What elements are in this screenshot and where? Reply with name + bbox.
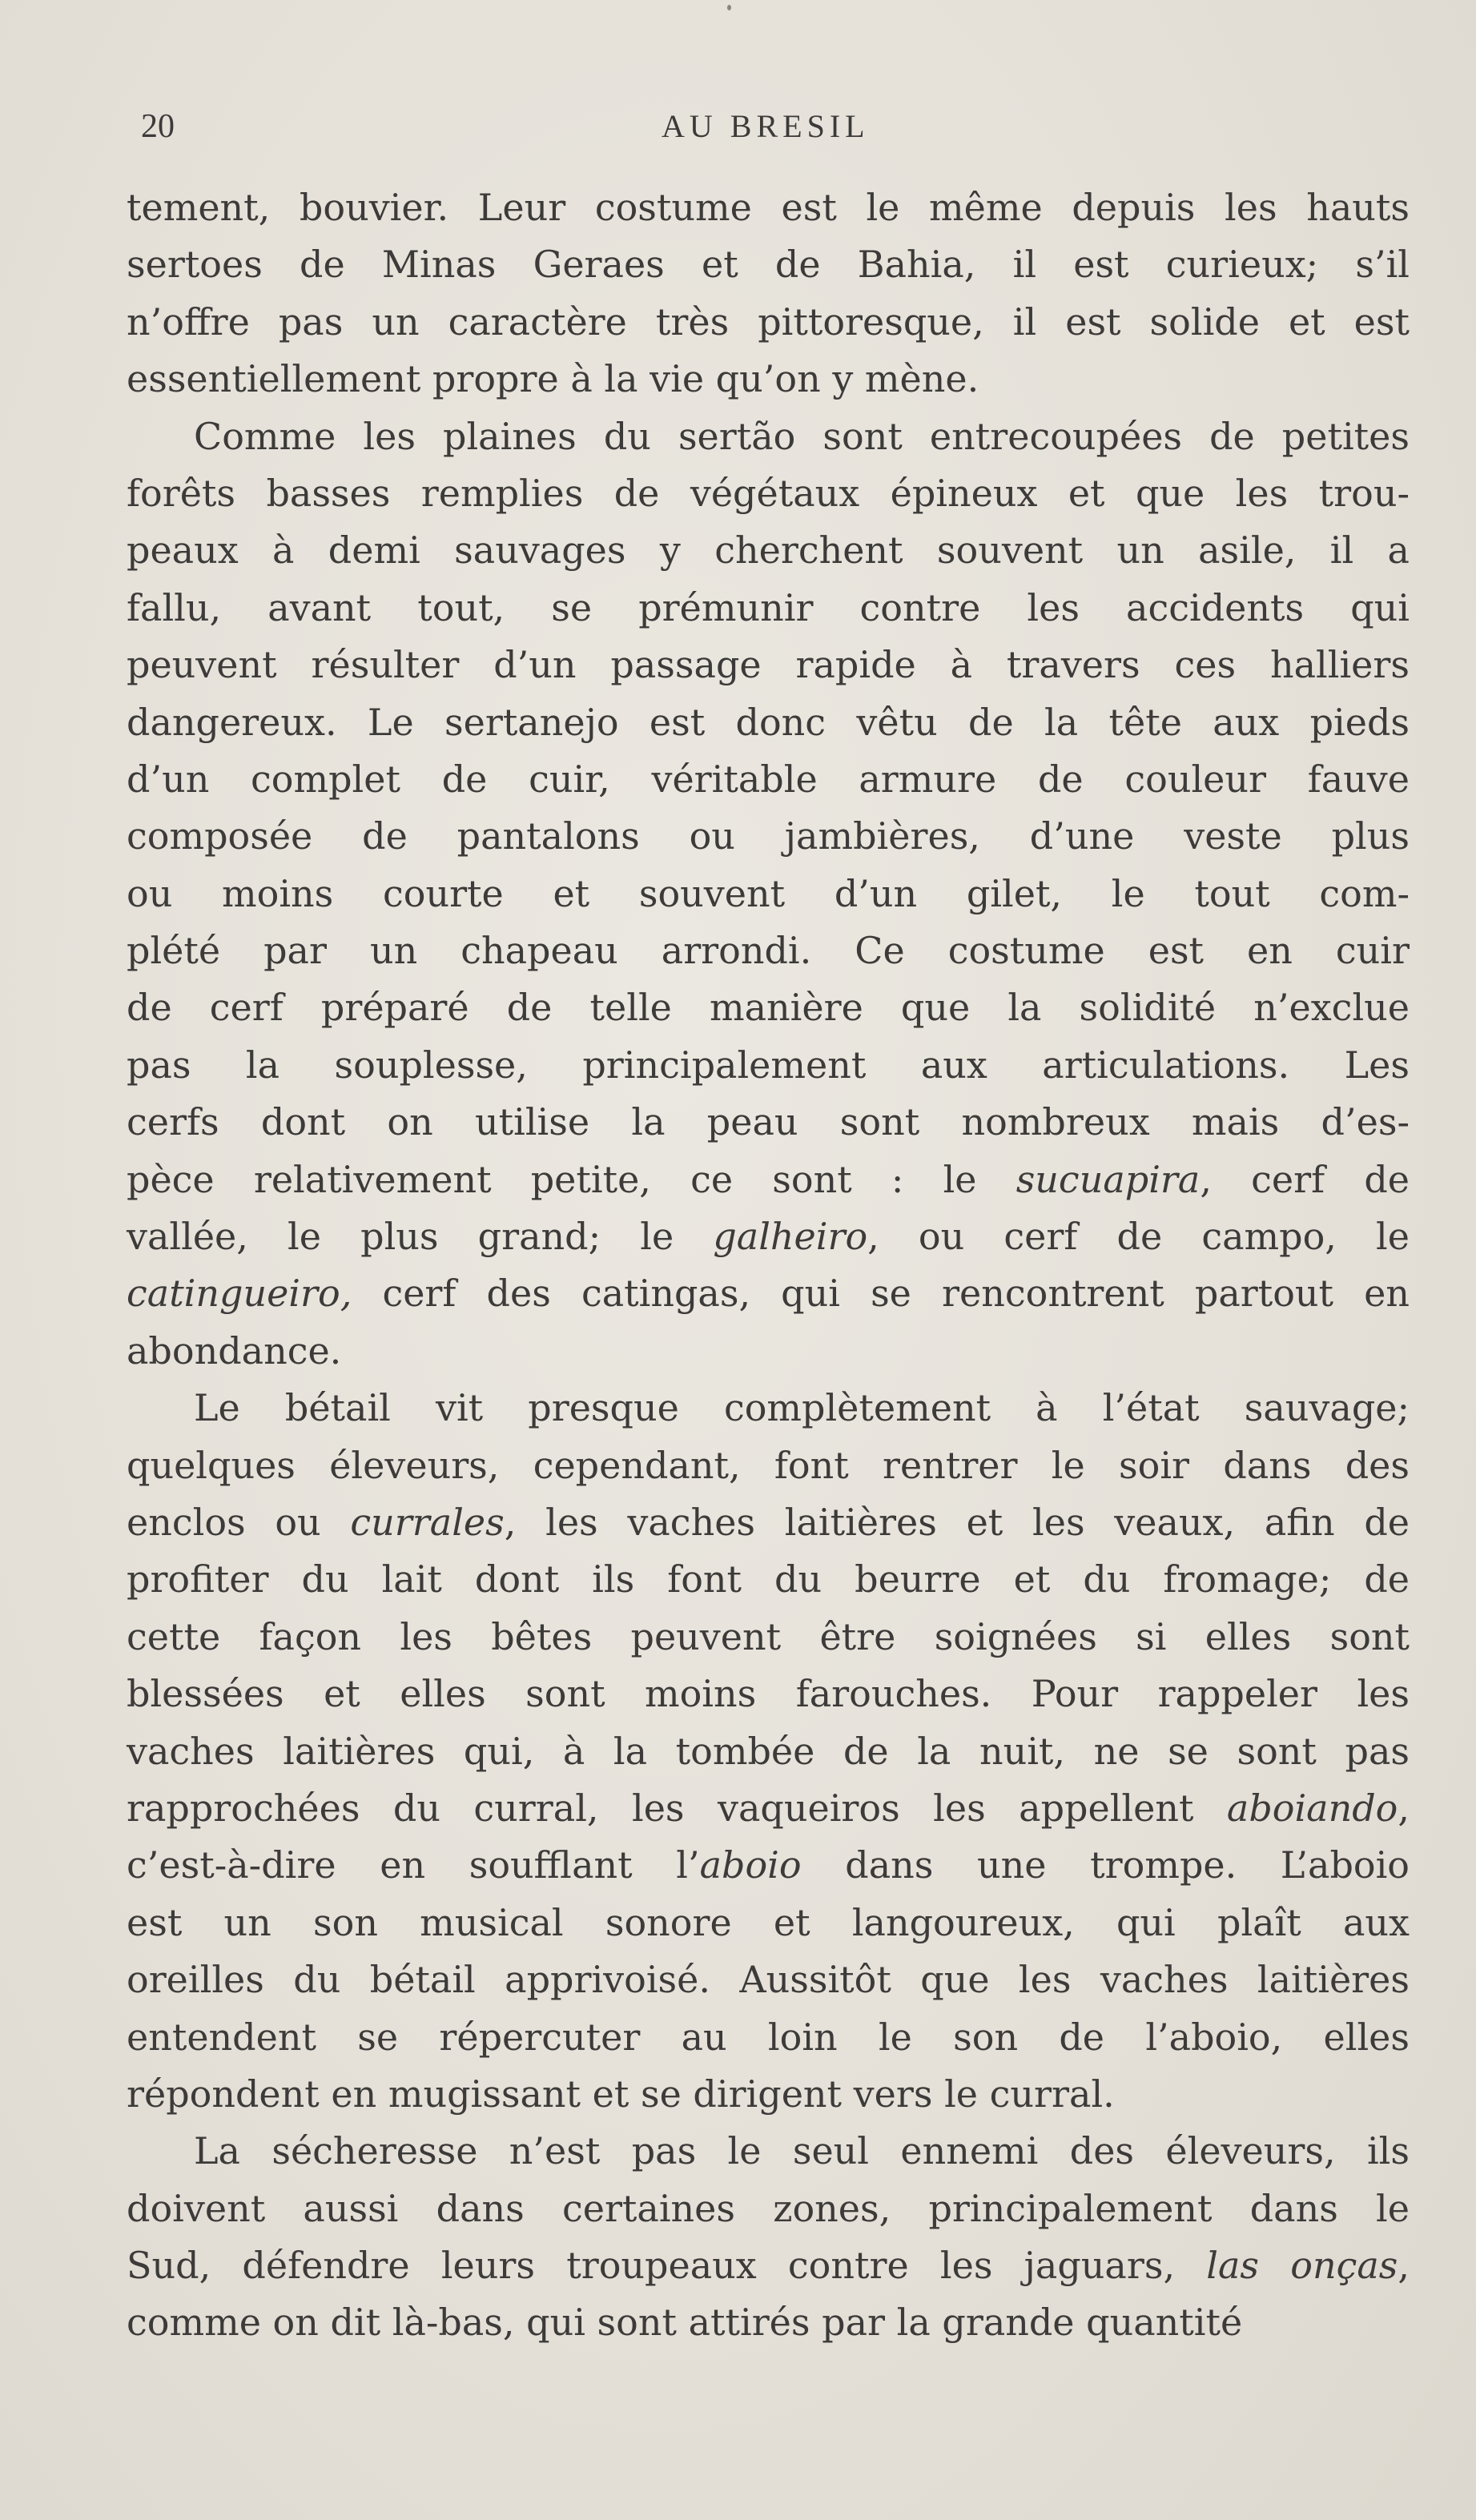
text-line	[127, 2294, 1410, 2351]
text-segment: forêts basses remplies de végétaux épineux et que les trou-	[127, 471, 1410, 515]
text-segment: c’est-à-dire en soufflant l’	[127, 1843, 700, 1887]
text-segment: peuvent résulter d’un passage rapide à travers ces halliers	[127, 643, 1410, 687]
italic-term: aboio	[699, 1843, 802, 1887]
text-segment: peaux à demi sauvages y cherchent souvent un asile, il a	[127, 529, 1410, 573]
text-line	[127, 866, 1410, 922]
italic-term: las onças	[1206, 2244, 1398, 2288]
italic-term: sucuapira	[1016, 1157, 1201, 1201]
ink-speck	[727, 5, 731, 10]
text-segment: pèce relativement petite, ce sont : le	[127, 1157, 1016, 1201]
text-line	[127, 979, 1410, 1036]
text-line	[127, 408, 1410, 465]
text-line	[127, 2123, 1410, 2180]
text-segment: pas la souplesse, principalement aux articulations. Les	[127, 1043, 1410, 1087]
text-segment: profiter du lait dont ils font du beurre et du fromage; de	[127, 1557, 1410, 1602]
text-line	[127, 1780, 1410, 1837]
text-segment: plété par un chapeau arrondi. Ce costume est en cuir	[127, 929, 1410, 973]
text-segment: , ou cerf de campo, le	[867, 1215, 1410, 1259]
text-segment: Le bétail vit presque complètement à l’état sauvage;	[194, 1386, 1410, 1430]
text-line	[127, 179, 1410, 236]
text-line	[127, 2066, 1410, 2123]
text-segment: est un son musical sonore et langoureux, qui plaît aux	[127, 1900, 1410, 1944]
italic-term: galheiro	[713, 1215, 868, 1259]
text-segment: composée de pantalons ou jambières, d’une veste plus	[127, 814, 1410, 858]
text-segment: , cerf de	[1200, 1157, 1410, 1201]
text-line	[127, 808, 1410, 865]
text-segment: blessées et elles sont moins farouches. Pour rappeler les	[127, 1672, 1410, 1716]
text-segment: n’offre pas un caractère très pittoresque, il est solide et est	[127, 299, 1410, 344]
text-line	[127, 1323, 1410, 1380]
text-line	[127, 236, 1410, 293]
text-line	[127, 1094, 1410, 1151]
text-segment: Sud, défendre leurs troupeaux contre les jaguars,	[127, 2244, 1207, 2288]
text-line	[127, 580, 1410, 637]
text-segment: ,	[1398, 1786, 1410, 1830]
text-line	[127, 1208, 1410, 1265]
text-line	[127, 922, 1410, 979]
text-segment: Comme les plaines du sertão sont entrecoupées de petites	[194, 414, 1410, 458]
page-header	[141, 102, 1406, 151]
text-line	[127, 694, 1410, 751]
paragraph	[127, 408, 1410, 1381]
text-segment: d’un complet de cuir, véritable armure de couleur fauve	[127, 757, 1410, 801]
text-line	[127, 351, 1410, 408]
text-segment: La sécheresse n’est pas le seul ennemi des éleveurs, ils	[194, 2129, 1410, 2173]
text-segment: rapprochées du curral, les vaqueiros les appellent	[127, 1786, 1227, 1830]
text-line	[127, 1265, 1410, 1322]
text-line	[127, 1666, 1410, 1722]
running-title: AU BRESIL	[662, 108, 870, 144]
text-segment: oreilles du bétail apprivoisé. Aussitôt que les vaches laitières	[127, 1958, 1410, 2002]
text-segment: dangereux. Le sertanejo est donc vêtu de la tête aux pieds	[127, 700, 1410, 744]
text-segment: quelques éleveurs, cependant, font rentrer le soir dans des	[127, 1443, 1410, 1487]
text-line	[127, 1380, 1410, 1437]
text-line	[127, 1837, 1410, 1894]
body-text	[127, 179, 1410, 2352]
text-line	[127, 2180, 1410, 2237]
text-segment: dans une trompe. L’aboio	[801, 1843, 1410, 1887]
text-segment: répondent en mugissant et se dirigent vers le curral.	[127, 2072, 1115, 2116]
text-segment: cerfs dont on utilise la peau sont nombreux mais d’es-	[127, 1100, 1410, 1144]
text-segment: sertoes de Minas Geraes et de Bahia, il est curieux; s’il	[127, 243, 1410, 287]
text-line	[127, 465, 1410, 522]
paragraph	[127, 2123, 1410, 2352]
text-segment: entendent se répercuter au loin le son de l’aboio, elles	[127, 2015, 1410, 2059]
text-segment: doivent aussi dans certaines zones, principalement dans le	[127, 2186, 1410, 2230]
text-line	[127, 2009, 1410, 2066]
italic-term: currales	[350, 1500, 505, 1544]
italic-term: aboiando	[1226, 1786, 1398, 1830]
text-segment: de cerf préparé de telle manière que la solidité n’exclue	[127, 986, 1410, 1030]
paragraph	[127, 179, 1410, 408]
text-line	[127, 294, 1410, 351]
text-segment: ou moins courte et souvent d’un gilet, le tout com-	[127, 871, 1410, 915]
text-segment: vallée, le plus grand; le	[127, 1215, 714, 1259]
text-segment: fallu, avant tout, se prémunir contre les accidents qui	[127, 585, 1410, 629]
text-line	[127, 1494, 1410, 1551]
text-segment: cette façon les bêtes peuvent être soignées si elles sont	[127, 1614, 1410, 1658]
text-line	[127, 1551, 1410, 1608]
text-line	[127, 2237, 1410, 2294]
italic-term: catingueiro,	[127, 1272, 352, 1316]
text-segment: abondance.	[127, 1328, 342, 1373]
text-line	[127, 1151, 1410, 1208]
text-segment: vaches laitières qui, à la tombée de la nuit, ne se sont pas	[127, 1729, 1410, 1773]
text-segment: essentiellement propre à la vie qu’on y mène.	[127, 357, 979, 401]
text-segment: tement, bouvier. Leur costume est le même depuis les hauts	[127, 186, 1410, 229]
text-line	[127, 637, 1410, 693]
text-segment: , les vaches laitières et les veaux, afin de	[504, 1500, 1410, 1544]
text-line	[127, 522, 1410, 579]
text-line	[127, 1723, 1410, 1780]
text-line	[127, 1437, 1410, 1494]
paragraph	[127, 1380, 1410, 2123]
page-number: 20	[141, 108, 175, 145]
text-segment: ,	[1398, 2244, 1410, 2288]
text-segment: enclos ou	[127, 1500, 351, 1544]
text-segment: comme on dit là-bas, qui sont attirés par la grande quantité	[127, 2301, 1243, 2345]
text-line	[127, 1609, 1410, 1666]
text-line	[127, 751, 1410, 808]
text-segment: cerf des catingas, qui se rencontrent partout en	[352, 1272, 1410, 1316]
text-line	[127, 1037, 1410, 1094]
text-line	[127, 1895, 1410, 1951]
text-line	[127, 1951, 1410, 2008]
